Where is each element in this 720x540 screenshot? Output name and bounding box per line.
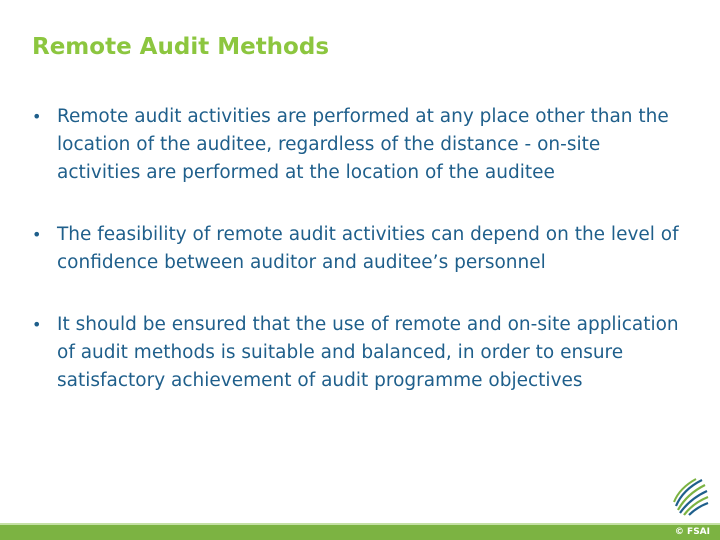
bullet-item — [32, 311, 687, 395]
copyright-label: © FSAI — [674, 527, 710, 537]
bullet-icon: • — [32, 107, 42, 126]
fsai-logo-icon — [672, 476, 710, 516]
bullet-icon: • — [32, 225, 42, 244]
bullet-item — [32, 103, 687, 187]
bullet-text: The feasibility of remote audit activities can depend on the level of confidence between auditor and auditee’s personnel — [57, 224, 679, 273]
slide-title: Remote Audit Methods — [32, 34, 330, 60]
bullet-list — [32, 103, 687, 429]
bullet-text: It should be ensured that the use of remote and on-site application of audit methods is suitable and balanced, in order to ensure satisfactory achievement of audit programme objectives — [57, 314, 679, 391]
footer-bar — [0, 523, 720, 540]
bullet-item — [32, 221, 687, 277]
bullet-icon: • — [32, 315, 42, 334]
bullet-text: Remote audit activities are performed at any place other than the location of the auditee, regardless of the distance - on-site activities are performed at the location of the auditee — [57, 106, 669, 183]
